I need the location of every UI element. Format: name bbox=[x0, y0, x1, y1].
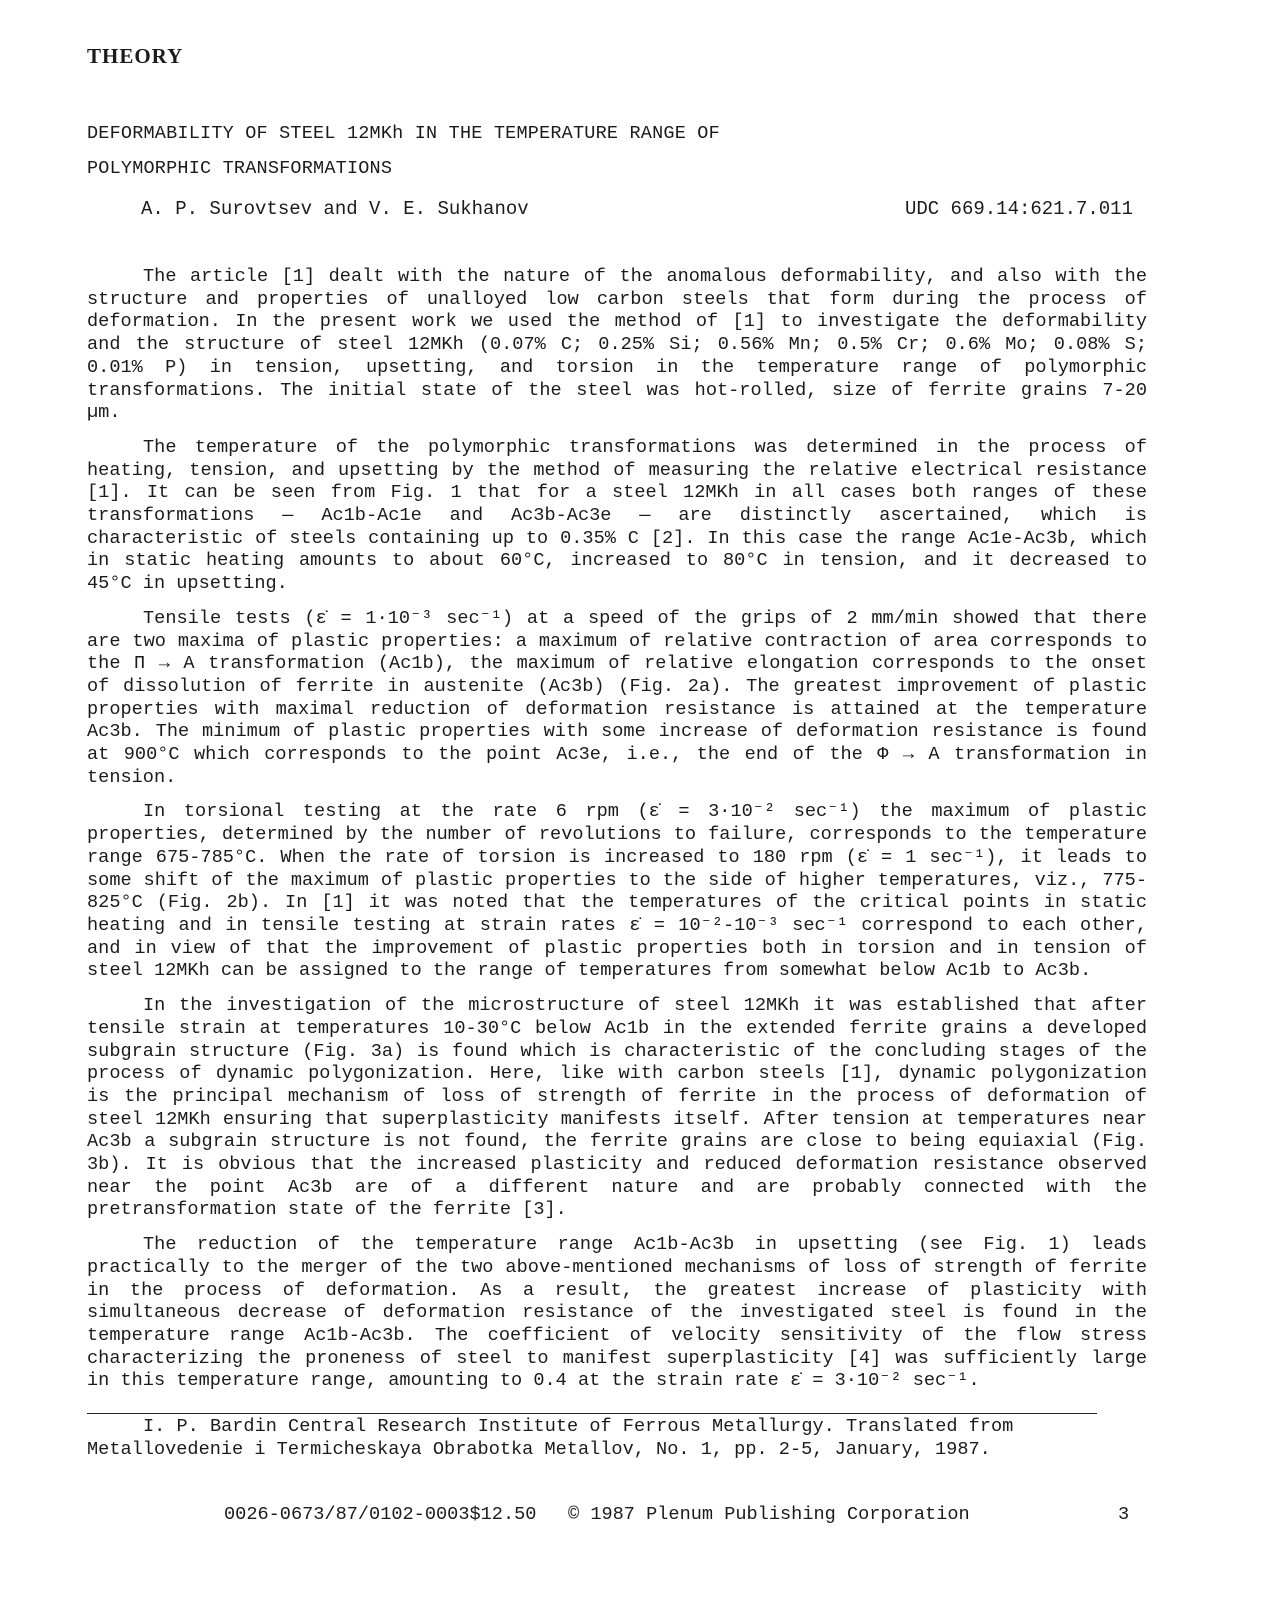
paragraph: In torsional testing at the rate 6 rpm (ε̇ = 3·10⁻² sec⁻¹) the maximum of plastic properties, determined by the number of revolutions to failure, corresponds to the temperature range 675-785°C. When the rate of torsion is increased to 180 rpm (ε̇ = 1 sec⁻¹), it leads to some shift of the maximum of plastic properties to the side of higher temperatures, viz., 775-825°C (Fig. 2b). In [1] it was noted that the temperatures of the critical points in static heating and in tensile testing at strain rates ε̇ = 10⁻²-10⁻³ sec⁻¹ correspond to each other, and in view of that the improvement of plastic properties both in torsion and in tension of steel 12MKh can be assigned to the range of temperatures from somewhat below Ac1b to Ac3b. bbox=[87, 801, 1147, 982]
copyright-notice: © 1987 Plenum Publishing Corporation bbox=[568, 1504, 970, 1525]
publication-code: 0026-0673/87/0102-0003$12.50 bbox=[224, 1504, 537, 1525]
paragraph: In the investigation of the microstructure of steel 12MKh it was established that after tensile strain at temperatures 10-30°C below Ac1b in the extended ferrite grains a developed subgrain structure (Fig. 3a) is found which is characteristic of the concluding stages of the process of dynamic polygonization. Here, like with carbon steels [1], dynamic polygonization is the principal mechanism of loss of strength of ferrite in the process of deformation of steel 12MKh ensuring that superplasticity manifests itself. After tension at temperatures near Ac3b a subgrain structure is not found, the ferrite grains are close to being equiaxial (Fig. 3b). It is obvious that the increased plasticity and reduced deformation resistance observed near the point Ac3b are of a different nature and are probably connected with the pretransformation state of the ferrite [3]. bbox=[87, 995, 1147, 1221]
authors: A. P. Surovtsev and V. E. Sukhanov bbox=[141, 198, 529, 220]
article-body bbox=[87, 266, 1147, 1405]
footnote-divider bbox=[87, 1413, 1097, 1414]
paragraph: The temperature of the polymorphic transformations was determined in the process of heating, tension, and upsetting by the method of measuring the relative electrical resistance [1]. It can be seen from Fig. 1 that for a steel 12MKh in all cases both ranges of these transformations — Ac1b-Ac1e and Ac3b-Ac3e — are distinctly ascertained, which is characteristic of steels containing up to 0.35% C [2]. In this case the range Ac1e-Ac3b, which in static heating amounts to about 60°C, increased to 80°C in tension, and it decreased to 45°C in upsetting. bbox=[87, 436, 1147, 595]
footnote: I. P. Bardin Central Research Institute of Ferrous Metallurgy. Translated from Metallovedenie i Termicheskaya Obrabotka Metallov, No. 1, pp. 2-5, January, 1987. bbox=[87, 1416, 1014, 1460]
udc-code: UDC 669.14:621.7.011 bbox=[904, 198, 1133, 220]
title-line: DEFORMABILITY OF STEEL 12MKh IN THE TEMPERATURE RANGE OF bbox=[87, 123, 720, 144]
paragraph: Tensile tests (ε̇ = 1·10⁻³ sec⁻¹) at a speed of the grips of 2 mm/min showed that there are two maxima of plastic properties: a maximum of relative contraction of area corresponds to the П → A transformation (Ac1b), the maximum of relative elongation corresponds to the onset of dissolution of ferrite in austenite (Ac3b) (Fig. 2a). The greatest improvement of plastic properties with maximal reduction of deformation resistance is attained at the temperature Ac3b. The minimum of plastic properties with some increase of deformation resistance is found at 900°C which corresponds to the point Ac3e, i.e., the end of the Φ → A transformation in tension. bbox=[87, 607, 1147, 788]
page-number: 3 bbox=[1118, 1504, 1130, 1525]
paragraph: The article [1] dealt with the nature of the anomalous deformability, and also with the structure and properties of unalloyed low carbon steels that form during the process of deformation. In the present work we used the method of [1] to investigate the deformability and the structure of steel 12MKh (0.07% C; 0.25% Si; 0.56% Mn; 0.5% Cr; 0.6% Mo; 0.08% S; 0.01% P) in tension, upsetting, and torsion in the temperature range of polymorphic transformations. The initial state of the steel was hot-rolled, size of ferrite grains 7-20 µm. bbox=[87, 266, 1147, 424]
page-footer bbox=[0, 1504, 1261, 1530]
section-label: THEORY bbox=[87, 44, 184, 68]
paragraph: The reduction of the temperature range Ac1b-Ac3b in upsetting (see Fig. 1) leads practically to the merger of the two above-mentioned mechanisms of loss of strength of ferrite in the process of deformation. As a result, the greatest increase of plasticity with simultaneous decrease of deformation resistance of the investigated steel is found in the temperature range Ac1b-Ac3b. The coefficient of velocity sensitivity of the flow stress characterizing the proneness of steel to manifest superplasticity [4] was sufficiently large in this temperature range, amounting to 0.4 at the strain rate ε̇ = 3·10⁻² sec⁻¹. bbox=[87, 1234, 1147, 1392]
article-title bbox=[87, 116, 720, 186]
title-line: POLYMORPHIC TRANSFORMATIONS bbox=[87, 158, 393, 179]
